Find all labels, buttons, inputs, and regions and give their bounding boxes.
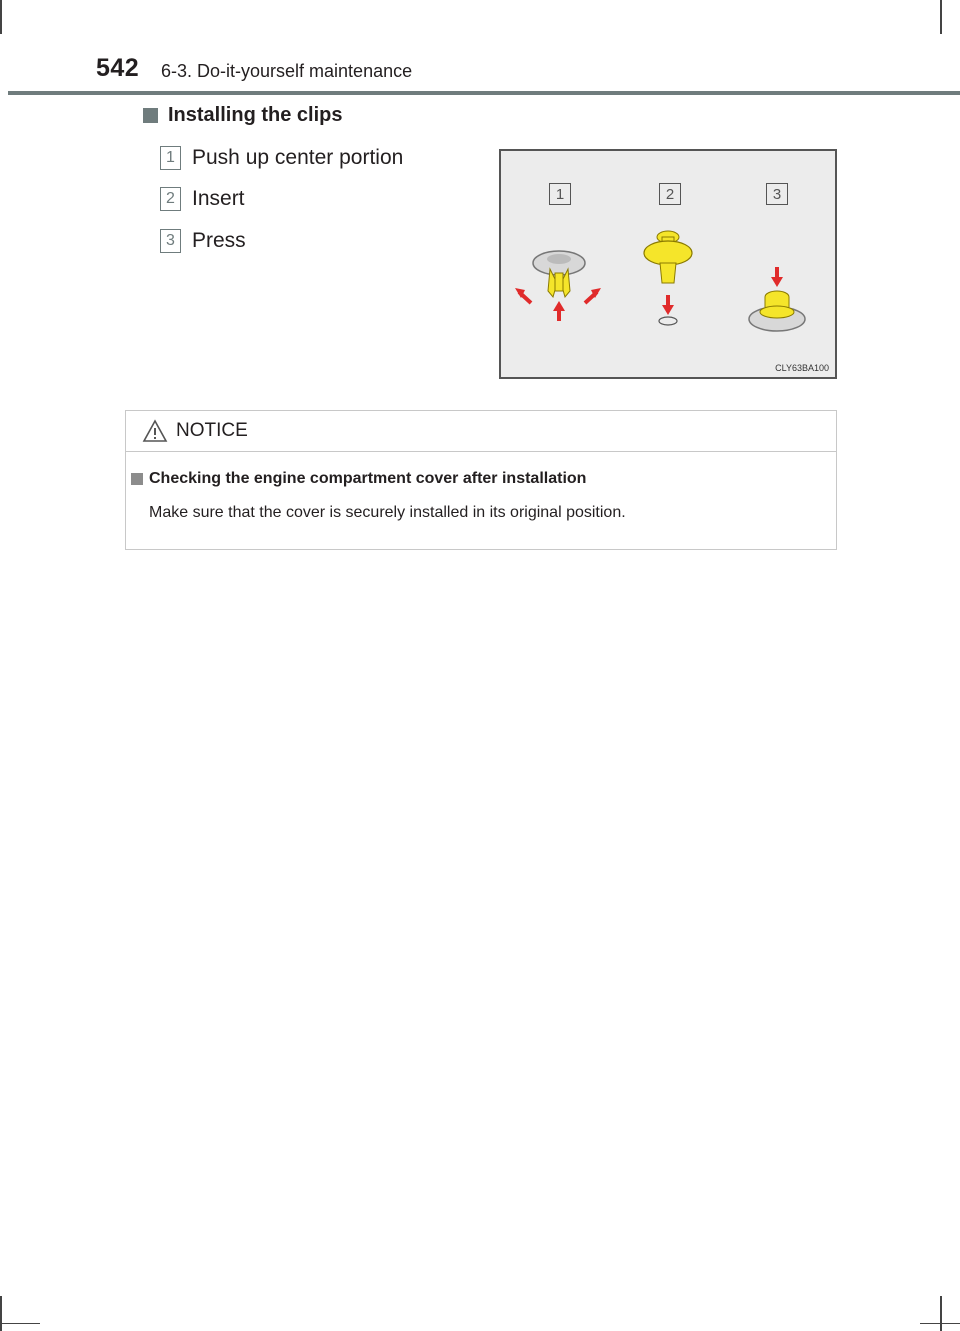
crop-mark xyxy=(0,1323,40,1324)
step-1 xyxy=(160,146,403,170)
header-rule xyxy=(8,91,960,95)
section-title: 6-3. Do-it-yourself maintenance xyxy=(161,61,413,81)
notice-title: NOTICE xyxy=(176,420,248,441)
figure-label-3: 3 xyxy=(766,183,788,205)
crop-mark xyxy=(920,1323,960,1324)
figure-label-2: 2 xyxy=(659,183,681,205)
step-text: Insert xyxy=(192,187,245,210)
crop-mark xyxy=(0,1296,2,1331)
clip-2-icon xyxy=(644,231,692,325)
clip-illustration xyxy=(501,151,835,377)
heading xyxy=(143,104,342,127)
clip-installation-figure xyxy=(499,149,837,379)
clip-3-icon xyxy=(749,267,805,331)
heading-square-icon xyxy=(143,108,158,123)
crop-mark xyxy=(940,1296,942,1331)
figure-code: CLY63BA100 xyxy=(775,363,829,373)
crop-mark xyxy=(940,0,942,34)
step-3 xyxy=(160,229,246,253)
clip-1-icon xyxy=(515,251,601,321)
step-2 xyxy=(160,187,245,211)
page-number: 542 xyxy=(96,54,140,82)
notice-subheading xyxy=(131,470,586,488)
notice-subheading-text: Checking the engine compartment cover after installation xyxy=(149,470,587,487)
step-text: Push up center portion xyxy=(192,146,404,169)
crop-mark xyxy=(0,0,2,34)
step-number: 1 xyxy=(160,146,181,170)
notice-body: Make sure that the cover is securely installed in its original position. xyxy=(149,504,626,521)
figure-label-1: 1 xyxy=(549,183,571,205)
step-number: 2 xyxy=(160,187,181,211)
notice-header xyxy=(126,411,836,452)
notice-square-icon xyxy=(131,473,143,485)
warning-triangle-icon xyxy=(142,419,168,443)
step-text: Press xyxy=(192,229,246,252)
notice-box xyxy=(125,410,837,550)
step-number: 3 xyxy=(160,229,181,253)
heading-text: Installing the clips xyxy=(168,104,343,126)
